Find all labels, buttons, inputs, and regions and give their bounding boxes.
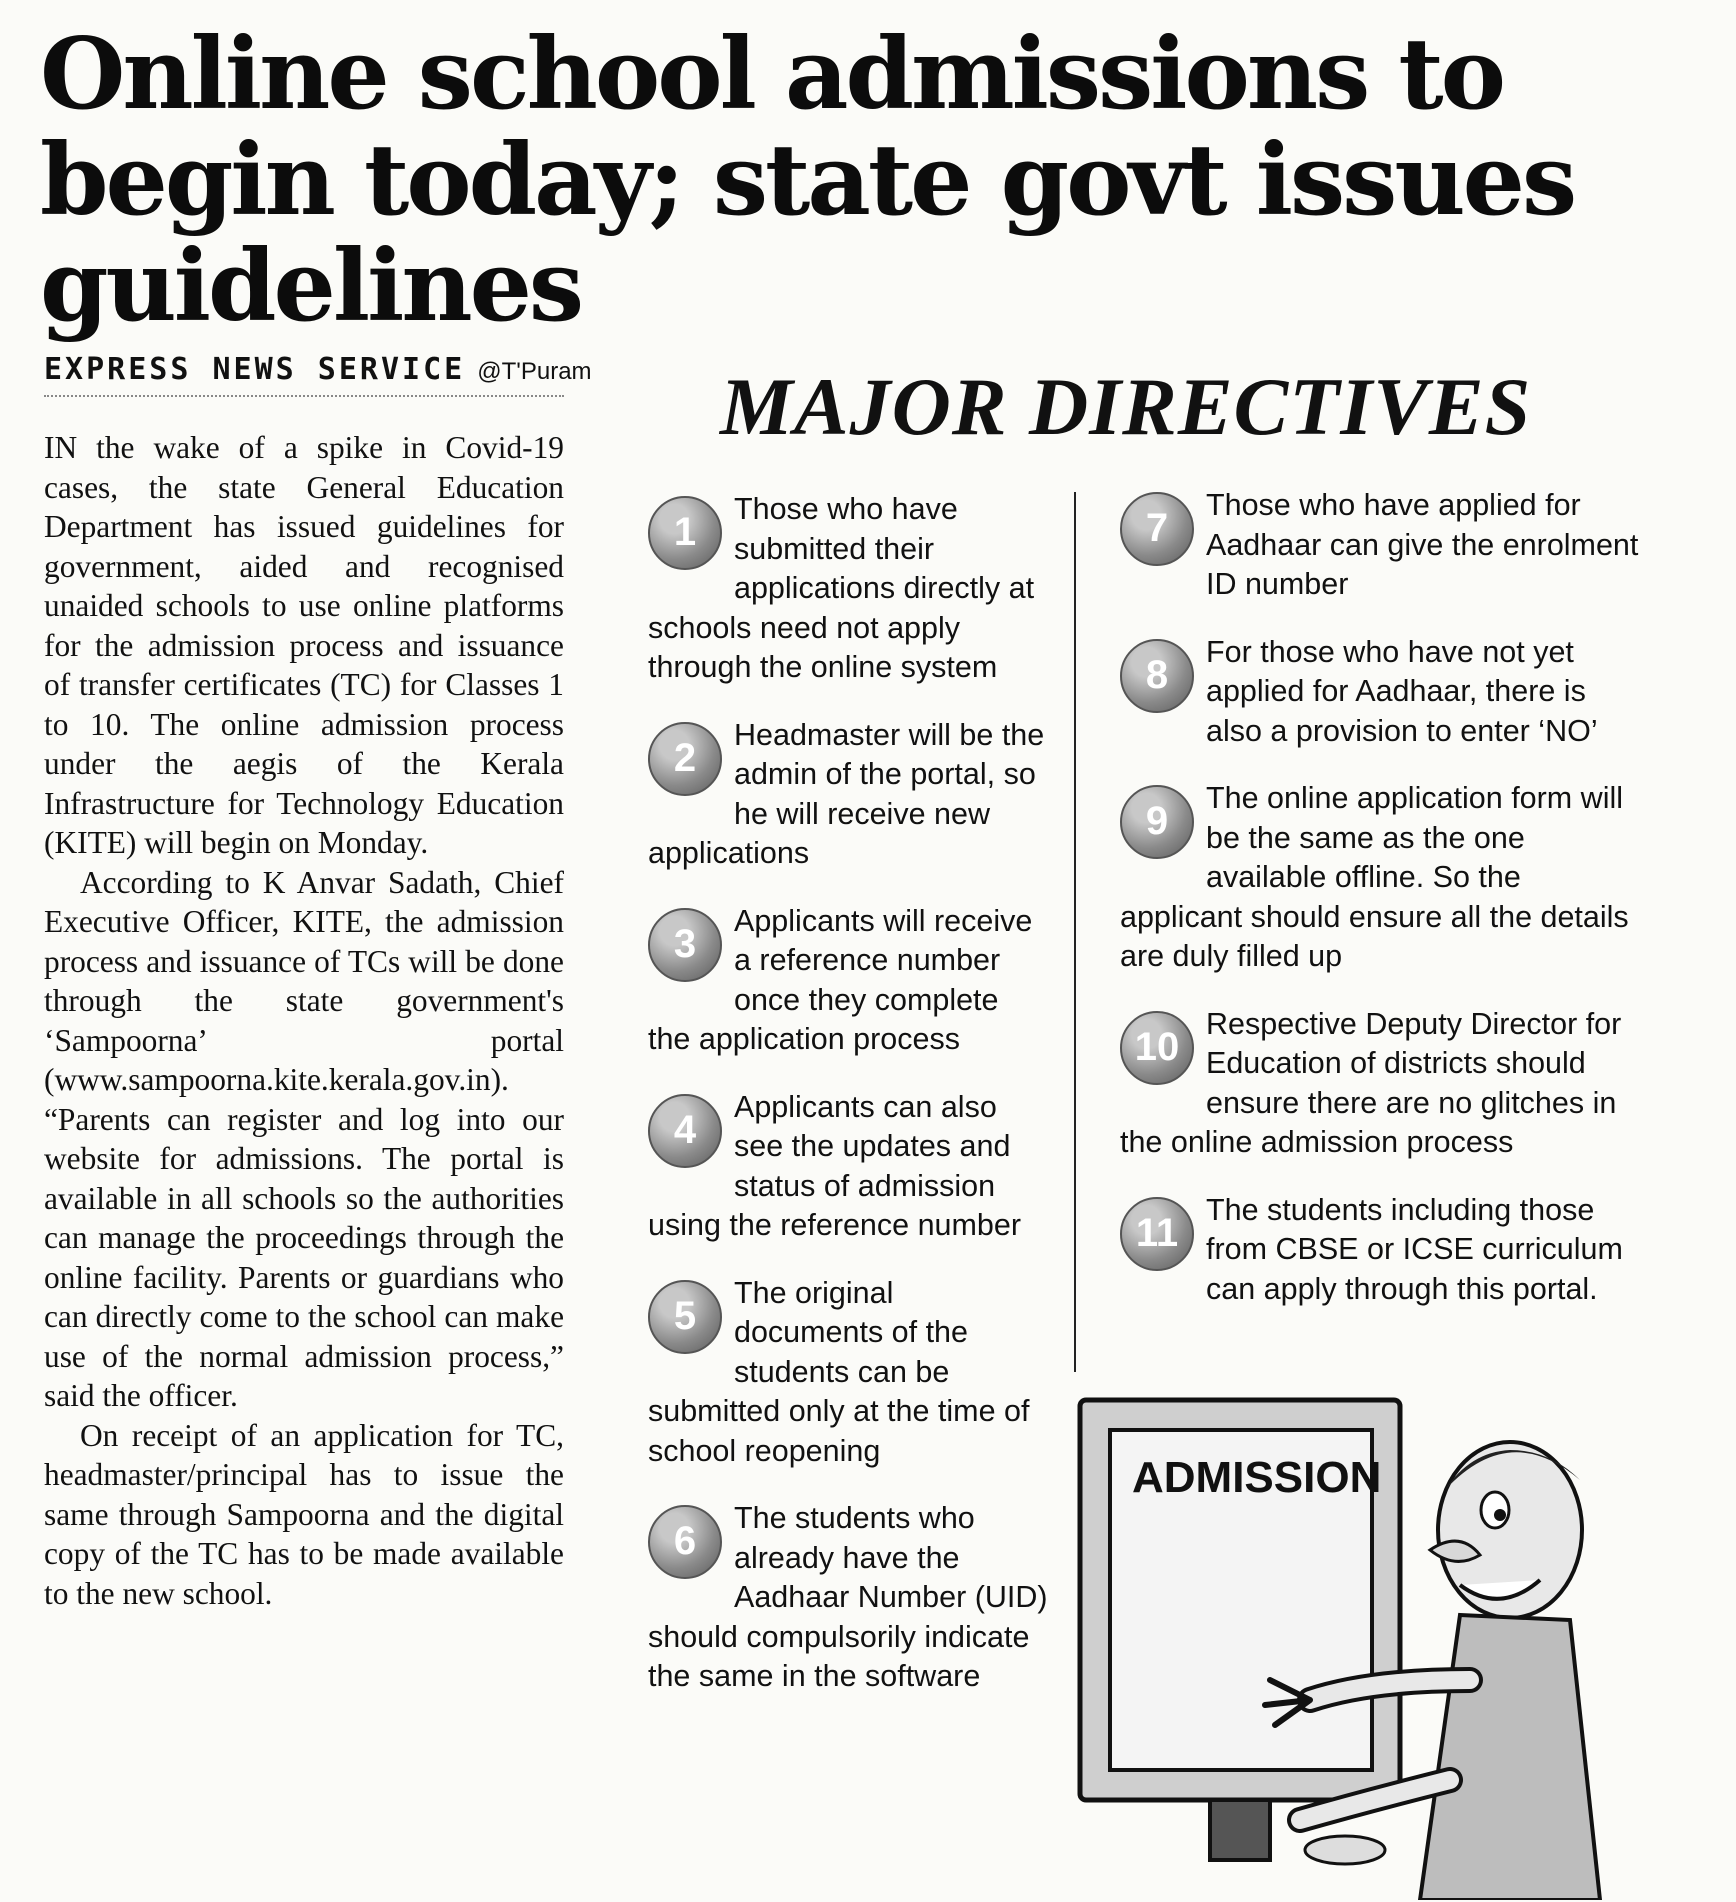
column-divider [1074, 492, 1076, 1372]
directive-number-badge: 7 [1120, 492, 1194, 566]
directive-number-badge: 3 [648, 908, 722, 982]
admission-cartoon-illustration [1070, 1380, 1610, 1900]
directive-item [1120, 779, 1640, 977]
directive-item [1120, 633, 1640, 752]
directive-number-badge: 1 [648, 496, 722, 570]
directive-item [1120, 1005, 1640, 1163]
directive-item [648, 716, 1048, 874]
directive-item [648, 490, 1048, 688]
directive-number-badge: 10 [1120, 1011, 1194, 1085]
directive-number-badge: 6 [648, 1505, 722, 1579]
directive-text: The original documents of the students can be submitted only at the time of school reopening [648, 1275, 1030, 1468]
directive-text: The online application form will be the same as the one available offline. So the applicant should ensure all the details are duly filled up [1120, 781, 1629, 973]
directive-number-badge: 2 [648, 722, 722, 796]
directive-number-badge: 9 [1120, 785, 1194, 859]
directive-item [1120, 1191, 1640, 1310]
directive-text: Those who have applied for Aadhaar can give the enrolment ID number [1206, 488, 1639, 601]
story-paragraph: IN the wake of a spike in Covid-19 cases, the state General Education Department has issued guidelines for government, aided and recognised unaided schools to use online platforms for the admission process and issuance of transfer certificates (TC) for Classes 1 to 10. The online admission process under the aegis of the Kerala Infrastructure for Technology Education (KITE) will begin on Monday. [44, 430, 564, 860]
directive-text: The students including those from CBSE or ICSE curriculum can apply through this portal. [1206, 1192, 1623, 1306]
story-body [44, 428, 564, 1613]
byline [44, 352, 592, 397]
directive-text: Those who have submitted their applications directly at schools need not apply through the online system [648, 492, 1035, 684]
monitor-stand [1210, 1800, 1270, 1860]
directive-item [648, 1088, 1048, 1246]
directive-number-badge: 11 [1120, 1197, 1194, 1271]
directive-number-badge: 4 [648, 1094, 722, 1168]
directives-title: MAJOR DIRECTIVES [720, 361, 1532, 452]
directive-item [648, 902, 1048, 1060]
story-paragraph: According to K Anvar Sadath, Chief Executive Officer, KITE, the admission process and issuance of TCs will be done through the state government's ‘Sampoorna’ portal (www.sampoorna.kite.kerala.gov.in). “Parents can register and log into our website for admissions. The portal is available in all schools so the authorities can manage the proceedings through the online facility. Parents or guardians who can directly come to the school can make use of the normal admission process,” said the officer. [44, 864, 564, 1413]
mouse-icon [1305, 1836, 1385, 1864]
directive-item [648, 1499, 1048, 1697]
directive-number-badge: 8 [1120, 639, 1194, 713]
directive-text: Applicants will receive a reference number once they complete the application process [648, 903, 1033, 1056]
directive-text: For those who have not yet applied for Aadhaar, there is also a provision to enter ‘NO’ [1206, 634, 1598, 748]
directive-item [648, 1274, 1048, 1472]
directive-text: Headmaster will be the admin of the portal, so he will receive new applications [648, 717, 1045, 870]
byline-agency: EXPRESS NEWS SERVICE [44, 352, 466, 387]
character-eye [1481, 1492, 1509, 1528]
byline-place: @T'Puram [477, 358, 592, 385]
directive-text: Respective Deputy Director for Education of districts should ensure there are no glitches in the online admission process [1120, 1006, 1622, 1159]
headline: Online school admissions to begin today; state govt issues guidelines [40, 17, 1575, 344]
directive-text: The students who already have the Aadhaar Number (UID) should compulsorily indicate the same in the software [648, 1501, 1048, 1693]
character-pupil [1494, 1509, 1506, 1521]
monitor-screen-text: ADMISSION [1132, 1453, 1382, 1502]
story-paragraph: On receipt of an application for TC, headmaster/principal has to issue the same through Sampoorna and the digital copy of the TC has to be made available to the new school. [44, 1417, 564, 1611]
directives-column-left [648, 490, 1048, 1725]
character-body [1420, 1615, 1600, 1900]
directive-number-badge: 5 [648, 1280, 722, 1354]
directive-item [1120, 486, 1640, 605]
directive-text: Applicants can also see the updates and status of admission using the reference number [648, 1089, 1021, 1242]
directives-column-right [1120, 486, 1640, 1337]
